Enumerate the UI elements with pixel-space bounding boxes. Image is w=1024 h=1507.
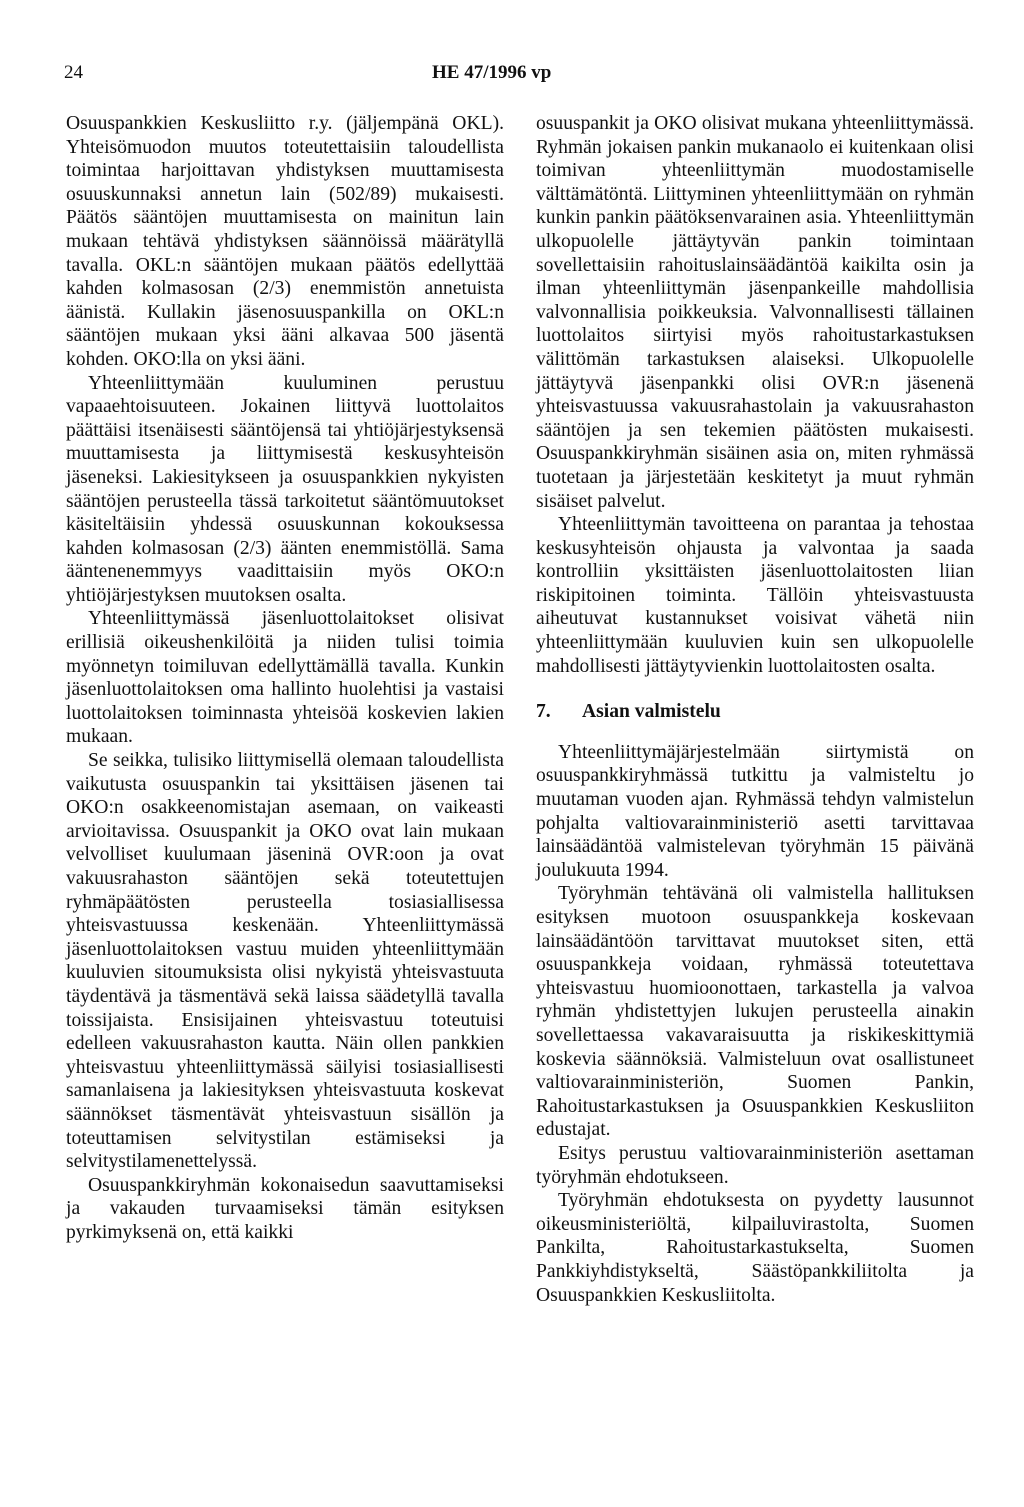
paragraph: Yhteenliittymässä jäsenluottolaitokset olisivat erillisiä oikeushenkilöitä ja niiden tulisi toimia myönnetyn toimiluvan edellyttämällä tavalla. Kunkin jäsenluottolaitoksen oma hallinto huolehtisi ja vastaisi luottolaitoksen toiminnasta yhteisöä koskevien lakien mukaan. bbox=[66, 608, 504, 748]
section-heading bbox=[536, 700, 974, 724]
section-title: Asian valmistelu bbox=[582, 701, 721, 723]
right-column bbox=[536, 112, 974, 1307]
page-number: 24 bbox=[64, 62, 83, 83]
paragraph: Yhteenliittymäjärjestelmään siirtymistä on osuuspankkiryhmässä tutkittu ja valmisteltu jo muutaman vuoden ajan. Ryhmässä tehdyn valmistelun pohjalta valtiovarainministeriö asetti tarvittavaa lainsäädäntöä valmistelevan työryhmän 15 päivänä joulukuuta 1994. bbox=[536, 741, 974, 881]
paragraph: Työryhmän ehdotuksesta on pyydetty lausunnot oikeusministeriöltä, kilpailuvirastolta, Suomen Pankilta, Rahoitustarkastukselta, Suomen Pankkiyhdistykseltä, Säästöpankkiliitolta ja Osuuspankkien Keskusliitolta. bbox=[536, 1190, 974, 1306]
paragraph: Osuuspankkiryhmän kokonaisedun saavuttamiseksi ja vakauden turvaamiseksi tämän esityksen pyrkimyksenä on, että kaikki bbox=[66, 1174, 504, 1243]
paragraph: Osuuspankkien Keskusliitto r.y. (jäljempänä OKL). Yhteisömuodon muutos toteutettaisiin taloudellista toimintaa harjoittavan yhdistyksen muuttamisesta osuuskunnaksi annetun lain (502/89) mukaisesti. Päätös sääntöjen muuttamisesta on mainitun lain mukaan tehtävä yhdistyksen säännöissä määrätyllä tavalla. OKL:n sääntöjen mukaan päätös edellyttää kahden kolmasosan (2/3) enemmistön annetuista äänistä. Kullakin jäsenosuuspankilla on OKL:n sääntöjen mukaan yksi ääni alkavaa 500 jäsentä kohden. OKO:lla on yksi ääni. bbox=[66, 113, 504, 370]
paragraph: Se seikka, tulisiko liittymisellä olemaan taloudellista vaikutusta osuuspankin tai yksittäisen jäsenen tai OKO:n osakkeenomistajan asemaan, on vaikeasti arvioitavissa. Osuuspankit ja OKO ovat lain mukaan velvolliset kuulumaan jäseninä OVR:oon ja ovat vakuusrahaston sääntöjen sekä toteutettujen ryhmäpäätösten perusteella tosiasiallisessa yhteisvastuussa keskenään. Yhteenliittymässä jäsenluottolaitoksen vastuu muiden yhteenliittymään kuuluvien sitoumuksista olisi nykyistä yhteisvastuuta täydentävä ja täsmentävä sekä laissa säädetyllä tavalla toissijaista. Ensisijainen yhteisvastuu toteutuisi edelleen vakuusrahaston kautta. Näin ollen pankkien yhteisvastuu yhteenliittymässä säilyisi tosiasiallisesti samanlaisena ja lakiesityksen yhteisvastuuta koskevat säännökset täsmentävät yhteisvastuun sisällön ja toteuttamisen selvitystilan estämiseksi ja selvitystilamenettelyssä. bbox=[66, 750, 504, 1173]
paragraph: Yhteenliittymän tavoitteena on parantaa ja tehostaa keskusyhteisön ohjausta ja valvontaa ja saada kontrolliin yksittäisten jäsenluottolaitosten liian riskipitoinen toiminta. Tällöin yhteisvastuusta aiheutuvat kustannukset voisivat vähetä niin yhteenliittymään kuuluvien kuin sen ulkopuolelle mahdollisesti jättäytyvienkin luottolaitosten osalta. bbox=[536, 514, 974, 677]
document-title: HE 47/1996 vp bbox=[432, 62, 552, 83]
paragraph: Työryhmän tehtävänä oli valmistella hallituksen esityksen muotoon osuuspankkeja koskevaan lainsäädäntöön tarvittavat muutokset siten, että osuuspankkeja voidaan, ryhmässä toteutettava yhteisvastuu huomioonottaen, tarkastella ja valvoa ryhmän yhdistettyjen lukujen perusteella ainakin sovellettaessa vakavaraisuutta ja riskikeskittymiä koskevia säännöksiä. Valmisteluun ovat osallistuneet valtiovarainministeriön, Suomen Pankin, Rahoitustarkastuksen ja Osuuspankkien Keskusliiton edustajat. bbox=[536, 883, 974, 1141]
paragraph: osuuspankit ja OKO olisivat mukana yhteenliittymässä. Ryhmän jokaisen pankin mukanaolo ei kuitenkaan olisi toimivan yhteenliittymän muodostamiselle välttämätöntä. Liittyminen yhteenliittymään on ryhmän kunkin pankin päätöksenvarainen asia. Yhteenliittymän ulkopuolelle jättäytyvän pankin toimintaan sovellettaisiin rahoituslainsäädäntöä kaikilta osin ja ilman yhteenliittymän jäsenpankeille mahdollisia valvonnallisia poikkeuksia. Valvonnallisesti tällainen luottolaitos siirtyisi myös rahoitustarkastuksen välittömän tarkastuksen alaiseksi. Ulkopuolelle jättäytyvä jäsenpankki olisi OVR:n jäsenenä yhteisvastuussa vakuusrahastolain ja vakuusrahaston sääntöjen ja sen tekemien päätösten mukaisesti. Osuuspankkiryhmän sisäinen asia on, miten ryhmässä tuotetaan ja järjestetään keskitetyt ja muut ryhmän sisäiset palvelut. bbox=[536, 113, 974, 512]
left-column bbox=[66, 112, 504, 1245]
section-number: 7. bbox=[536, 701, 551, 723]
paragraph: Esitys perustuu valtiovarainministeriön asettaman työryhmän ehdotukseen. bbox=[536, 1142, 974, 1188]
paragraph: Yhteenliittymään kuuluminen perustuu vapaaehtoisuuteen. Jokainen liittyvä luottolaitos päättäisi itsenäisesti sääntöjensä tai yhtiöjärjestyksensä muuttamisesta ja liittymisestä keskusyhteisön jäseneksi. Lakiesitykseen ja osuuspankkien nykyisten sääntöjen perusteella tässä tarkoitetut sääntömuutokset käsiteltäisiin yhdessä osuuskunnan kokouksessa kahden kolmasosan (2/3) äänten enemmistöllä. Sama ääntenenemmyys vaadittaisiin myös OKO:n yhtiöjärjestyksen muutoksen osalta. bbox=[66, 372, 504, 606]
